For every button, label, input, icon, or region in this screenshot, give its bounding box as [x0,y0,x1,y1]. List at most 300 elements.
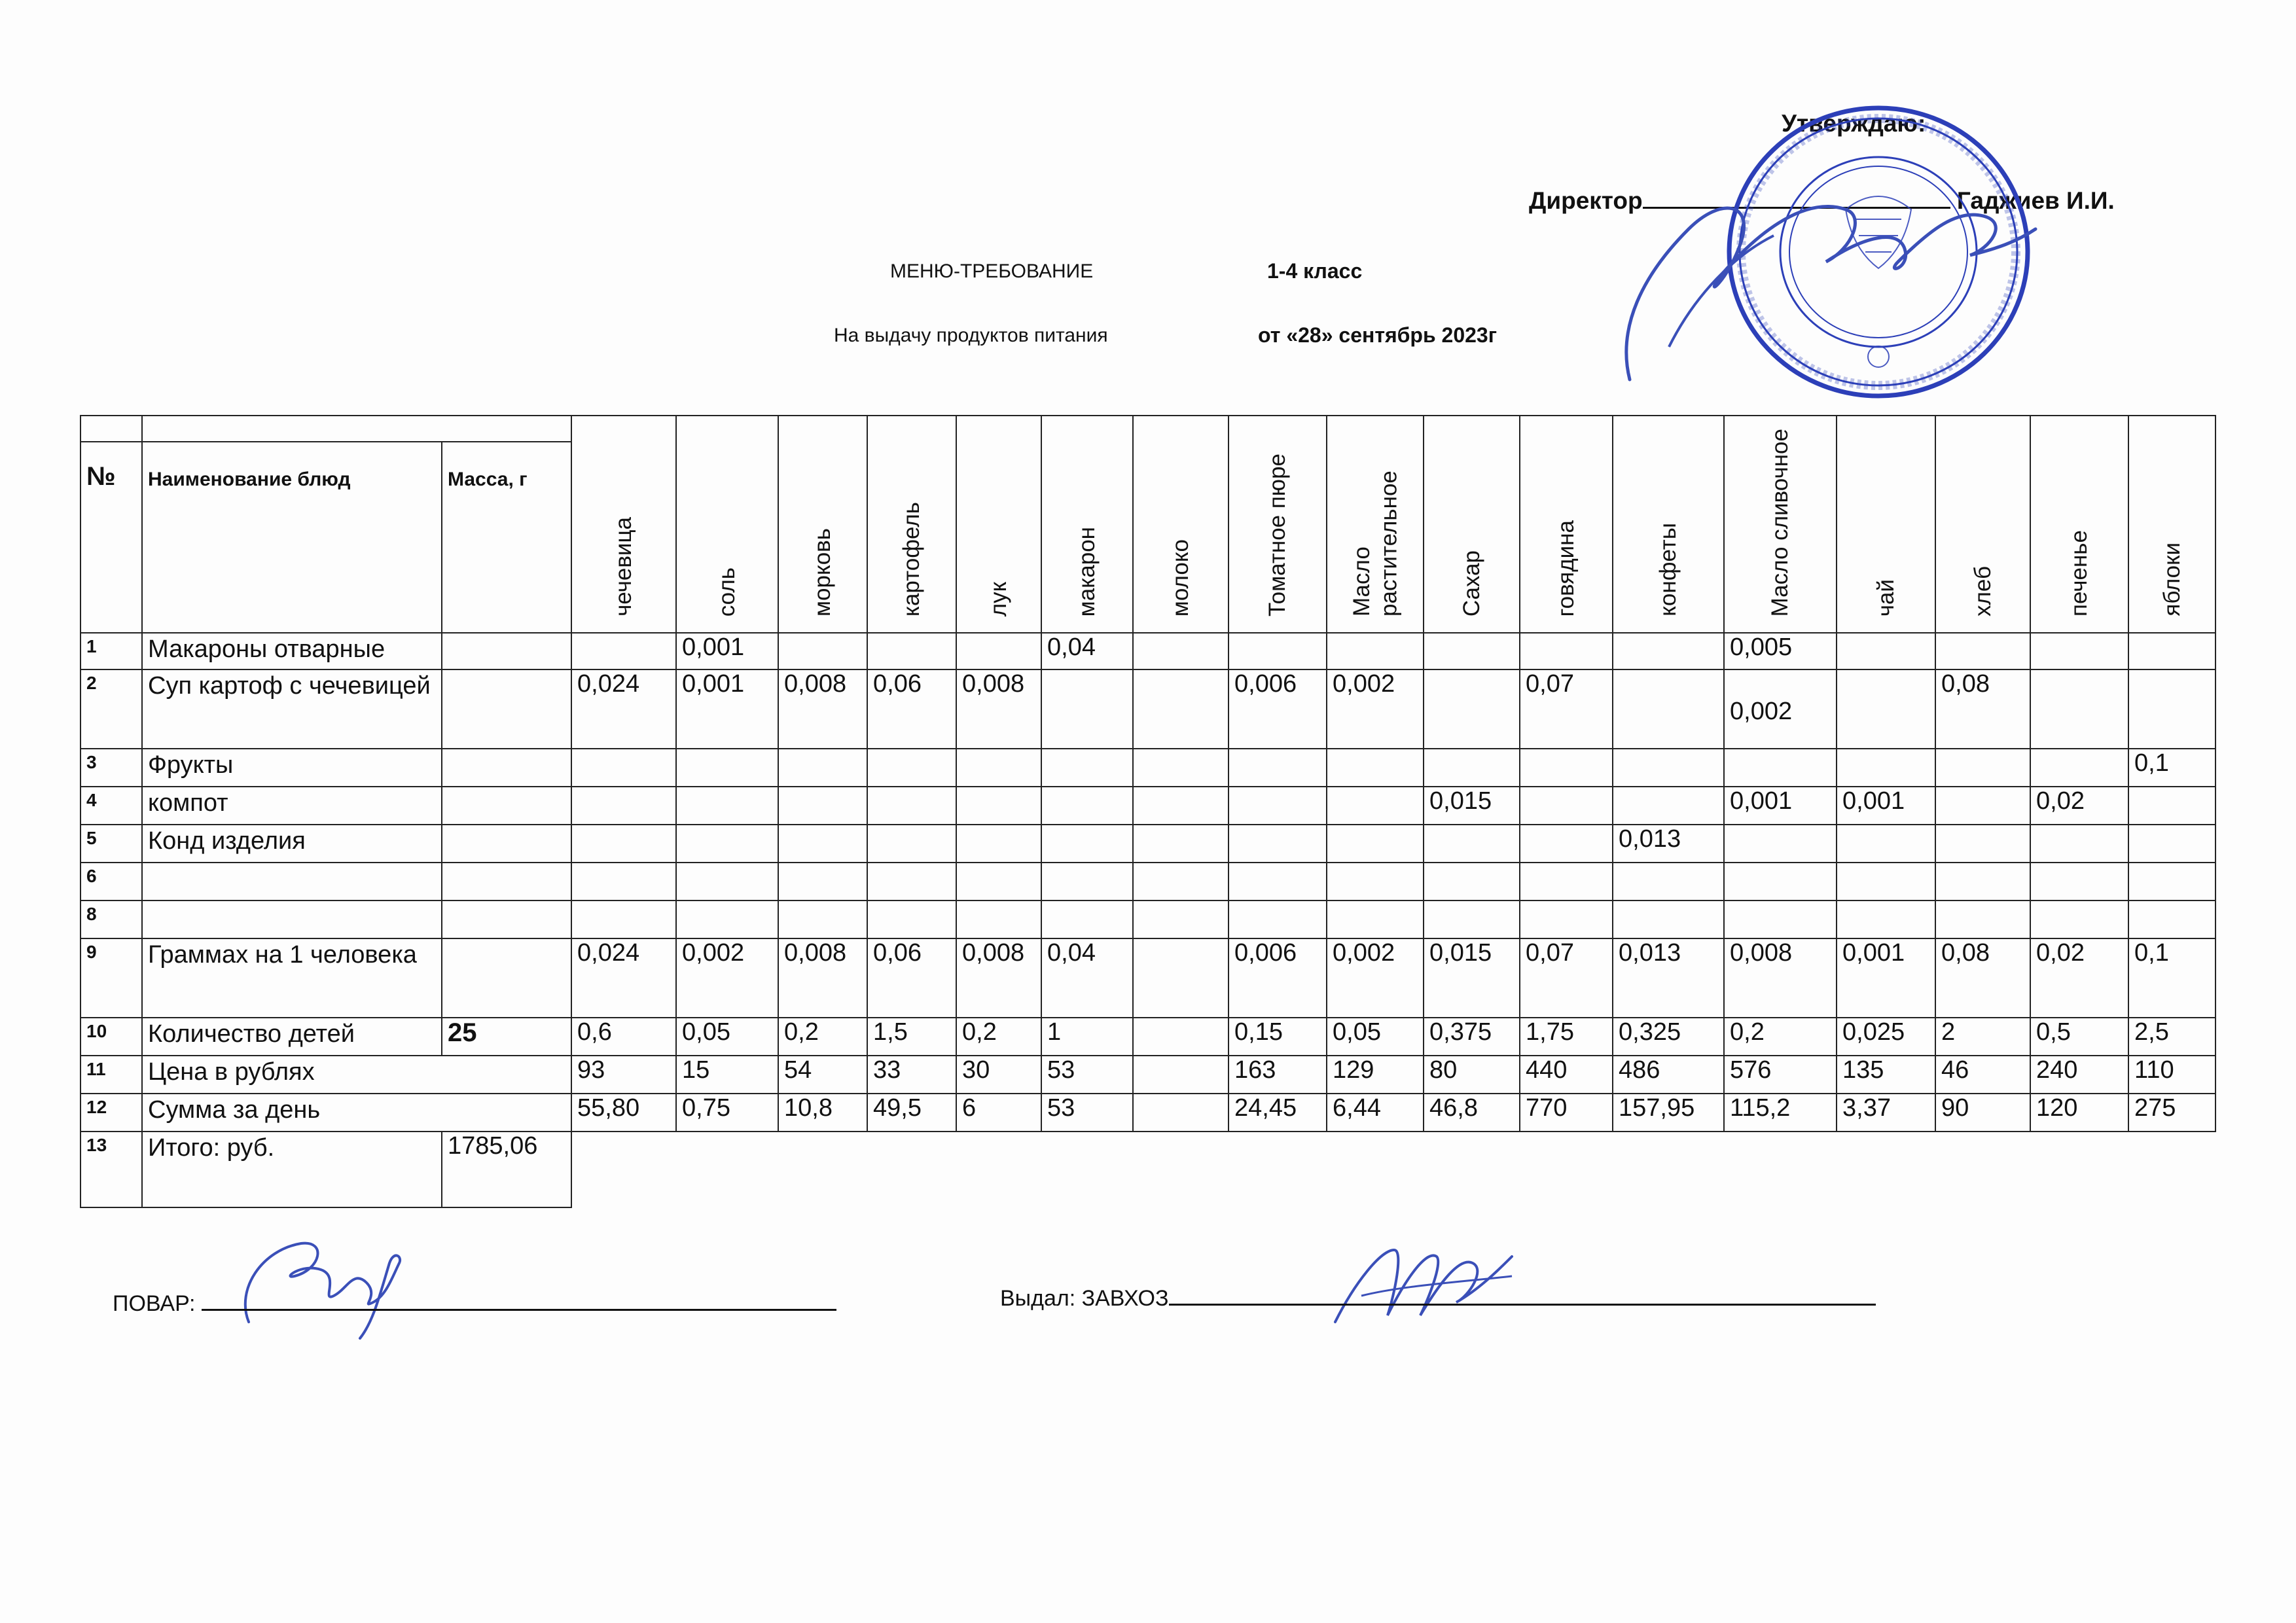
cook-signature-line [113,1289,836,1317]
product-amount [1613,669,1724,749]
product-amount [1424,938,1520,1018]
amount-value: 0,02 [2036,939,2085,967]
product-amount [1935,633,2030,669]
product-amount [1935,863,2030,901]
product-amount [1327,1018,1424,1056]
product-amount [1229,633,1327,669]
product-amount [2128,669,2215,749]
amount-value: 1,75 [1526,1018,1574,1046]
product-amount: 30 [956,1056,1041,1094]
product-amount [1520,633,1613,669]
product-amount [1133,863,1229,901]
dish-mass [442,787,571,825]
product-amount [1229,787,1327,825]
amount-value: 1,5 [873,1018,908,1046]
product-amount [2030,787,2128,825]
product-amount [1424,863,1520,901]
product-amount [1327,633,1424,669]
row-number: 4 [81,787,142,825]
product-amount: 10,8 [778,1094,867,1132]
product-amount [2128,749,2215,787]
product-amount: 3,37 [1837,1094,1935,1132]
product-amount [1520,863,1613,901]
table-row [81,901,2215,938]
amount-value: 0,025 [1842,1018,1905,1046]
product-amount [1229,1018,1327,1056]
product-amount: 486 [1613,1056,1724,1094]
amount-value: 0,04 [1047,939,1096,967]
product-amount [1520,669,1613,749]
col-product: яблоки [2128,416,2215,633]
product-amount [676,825,778,863]
amount-value: 0,6 [577,1018,612,1046]
product-amount: 80 [1424,1056,1520,1094]
product-amount [1724,633,1837,669]
product-amount [1724,749,1837,787]
product-amount [1613,749,1724,787]
product-amount: 53 [1041,1094,1133,1132]
sum-row [81,1094,2215,1132]
product-amount: 240 [2030,1056,2128,1094]
col-product: Масло сливочное [1724,416,1837,633]
amount-value: 0,07 [1526,939,1574,967]
amount-value: 0,001 [682,633,745,661]
product-amount [778,787,867,825]
director-name: Гаджиев И.И. [1956,187,2115,214]
amount-value: 0,05 [682,1018,730,1046]
product-amount [867,633,956,669]
product-amount: 90 [1935,1094,2030,1132]
table-row [81,749,2215,787]
product-amount [1424,825,1520,863]
amount-value: 0,001 [1730,787,1793,815]
product-amount [778,863,867,901]
product-amount [867,787,956,825]
product-amount [1520,938,1613,1018]
product-amount [676,787,778,825]
table-body [81,633,2215,1207]
director-label: Директор [1529,187,1643,214]
product-amount [1837,938,1935,1018]
product-amount [1327,787,1424,825]
product-amount [571,938,676,1018]
product-amount [1041,633,1133,669]
amount-value: 0,002 [682,939,745,967]
col-product: лук [956,416,1041,633]
product-amount: 46,8 [1424,1094,1520,1132]
amount-value: 0,008 [784,939,847,967]
product-amount [1327,669,1424,749]
product-amount [2128,825,2215,863]
product-amount: 157,95 [1613,1094,1724,1132]
product-amount [1424,669,1520,749]
amount-value: 0,002 [1333,670,1395,698]
table-row [81,1018,2215,1056]
product-amount [1041,749,1133,787]
product-amount [956,863,1041,901]
row-number: 6 [81,863,142,901]
product-amount [1613,825,1724,863]
product-amount [1837,825,1935,863]
product-amount [1837,901,1935,938]
product-amount: 24,45 [1229,1094,1327,1132]
col-product: говядина [1520,416,1613,633]
product-amount [867,669,956,749]
row-number: 1 [81,633,142,669]
cook-signature [223,1224,412,1342]
row-number: 2 [81,669,142,749]
product-amount [778,633,867,669]
product-amount [1724,787,1837,825]
product-amount [2030,863,2128,901]
product-amount [867,1018,956,1056]
dish-mass: 25 [442,1018,571,1056]
product-amount [2030,669,2128,749]
amount-value: 0,001 [1842,939,1905,967]
empty-area [571,1132,2215,1207]
product-amount [2030,938,2128,1018]
row-number: 3 [81,749,142,787]
product-amount [1935,1018,2030,1056]
amount-value: 2,5 [2134,1018,2169,1046]
amount-value: 1 [1047,1018,1062,1046]
product-amount [1041,787,1133,825]
product-amount [1133,901,1229,938]
product-amount [571,787,676,825]
amount-value: 0,008 [962,939,1025,967]
col-product: Сахар [1424,416,1520,633]
amount-value: 0,001 [1842,787,1905,815]
product-amount [1229,901,1327,938]
row-number: 11 [81,1056,142,1094]
document-title: МЕНЮ-ТРЕБОВАНИЕ [890,260,1094,282]
product-amount [1613,1018,1724,1056]
dish-mass [442,825,571,863]
col-product: конфеты [1613,416,1724,633]
product-amount [778,1018,867,1056]
amount-value: 0,006 [1234,670,1297,698]
product-amount [1327,825,1424,863]
table-row [81,787,2215,825]
product-amount [1424,633,1520,669]
product-amount [1520,787,1613,825]
row-number: 5 [81,825,142,863]
dish-name [142,901,442,938]
amount-value: 0,06 [873,670,922,698]
product-amount [2030,1018,2128,1056]
dish-name: Конд изделия [142,825,442,863]
dish-mass [442,669,571,749]
product-amount [1229,938,1327,1018]
product-amount [1133,669,1229,749]
amount-value: 0,375 [1429,1018,1492,1046]
product-amount [1520,825,1613,863]
product-amount [1133,938,1229,1018]
product-amount [1041,938,1133,1018]
product-amount [1424,749,1520,787]
product-amount: 110 [2128,1056,2215,1094]
class-label: 1-4 класс [1267,259,1363,283]
product-amount [1935,669,2030,749]
product-amount: 33 [867,1056,956,1094]
product-amount [1520,1018,1613,1056]
issuer-signature-line [1000,1284,1876,1311]
product-amount: 135 [1837,1056,1935,1094]
product-amount [676,633,778,669]
dish-mass [442,749,571,787]
row-number: 9 [81,938,142,1018]
product-amount [1724,669,1837,749]
row-label: Цена в рублях [142,1056,571,1094]
product-amount [2128,901,2215,938]
amount-value: 0,002 [1730,698,1793,725]
product-amount [676,749,778,787]
amount-value: 0,06 [873,939,922,967]
amount-value: 0,04 [1047,633,1096,661]
col-product: хлеб [1935,416,2030,633]
issuer-signature [1322,1224,1518,1342]
product-amount [1041,901,1133,938]
product-amount [1041,669,1133,749]
product-amount: 93 [571,1056,676,1094]
dish-mass [442,938,571,1018]
dish-mass [442,633,571,669]
product-amount [956,901,1041,938]
product-amount [1133,787,1229,825]
amount-value: 0,07 [1526,670,1574,698]
row-number: 8 [81,901,142,938]
col-product: Масло растительное [1327,416,1424,633]
product-amount: 54 [778,1056,867,1094]
col-product: морковь [778,416,867,633]
product-amount [1133,749,1229,787]
product-amount: 55,80 [571,1094,676,1132]
product-amount [1935,938,2030,1018]
dish-name: Граммах на 1 человека [142,938,442,1018]
product-amount [1935,825,2030,863]
product-amount [1041,825,1133,863]
amount-value: 0,08 [1941,670,1990,698]
product-amount [1133,1018,1229,1056]
col-product: макарон [1041,416,1133,633]
product-amount [2128,938,2215,1018]
product-amount [676,1018,778,1056]
product-amount [2030,749,2128,787]
price-row [81,1056,2215,1094]
document-date: от «28» сентябрь 2023г [1258,323,1498,347]
product-amount: 770 [1520,1094,1613,1132]
amount-value: 0,008 [962,670,1025,698]
product-amount [956,1018,1041,1056]
amount-value: 0,002 [1333,939,1395,967]
product-amount [571,1018,676,1056]
amount-value: 0,015 [1429,787,1492,815]
product-amount [2128,863,2215,901]
document-subtitle: На выдачу продуктов питания [834,325,1108,346]
product-amount [2128,787,2215,825]
dish-name [142,863,442,901]
col-product: печенье [2030,416,2128,633]
amount-value: 0,2 [784,1018,819,1046]
product-amount [676,901,778,938]
col-mass: Масса, г [442,442,571,633]
product-amount [1837,633,1935,669]
product-amount: 120 [2030,1094,2128,1132]
product-amount [676,669,778,749]
product-amount [867,825,956,863]
cook-label: ПОВАР: [113,1291,196,1316]
product-amount [1229,825,1327,863]
product-amount [1724,938,1837,1018]
signature-underline [1169,1284,1876,1306]
product-amount [1424,1018,1520,1056]
amount-value: 0,15 [1234,1018,1283,1046]
product-amount: 440 [1520,1056,1613,1094]
amount-value: 0,013 [1619,825,1681,853]
product-amount [1041,863,1133,901]
row-number: 10 [81,1018,142,1056]
col-number: № [81,442,142,633]
product-amount [1724,901,1837,938]
col-product: картофель [867,416,956,633]
product-amount [1133,1056,1229,1094]
product-amount [956,633,1041,669]
amount-value: 0,005 [1730,633,1793,661]
product-amount: 6,44 [1327,1094,1424,1132]
dish-name: Фрукты [142,749,442,787]
product-amount [956,825,1041,863]
col-product: чечевица [571,416,676,633]
col-product: Томатное пюре [1229,416,1327,633]
product-amount [956,749,1041,787]
product-amount [2128,633,2215,669]
product-amount [1424,787,1520,825]
product-amount [1424,901,1520,938]
product-amount [2030,825,2128,863]
product-amount: 115,2 [1724,1094,1837,1132]
product-amount: 576 [1724,1056,1837,1094]
amount-value: 0,001 [682,670,745,698]
product-amount [1613,633,1724,669]
product-amount [676,938,778,1018]
col-dish-name: Наименование блюд [142,442,442,633]
col-product: молоко [1133,416,1229,633]
amount-value: 0,024 [577,670,640,698]
product-amount [571,901,676,938]
product-amount [1327,749,1424,787]
product-amount [778,901,867,938]
product-amount [778,938,867,1018]
total-value: 1785,06 [442,1132,571,1207]
product-amount [1327,901,1424,938]
product-amount [1837,863,1935,901]
table-row [81,863,2215,901]
product-amount [1613,938,1724,1018]
product-amount [1229,863,1327,901]
col-product: соль [676,416,778,633]
product-amount [1724,863,1837,901]
table-row [81,669,2215,749]
product-amount [1613,787,1724,825]
product-amount [2030,901,2128,938]
product-amount: 129 [1327,1056,1424,1094]
amount-value: 2 [1941,1018,1956,1046]
product-amount [1724,1018,1837,1056]
product-amount [867,749,956,787]
dish-name: Количество детей [142,1018,442,1056]
row-number: 13 [81,1132,142,1207]
product-amount [1133,825,1229,863]
table-row [81,825,2215,863]
amount-value: 0,008 [1730,939,1793,967]
product-amount [1613,901,1724,938]
amount-value: 0,02 [2036,787,2085,815]
director-signature [1590,131,2049,406]
row-label: Сумма за день [142,1094,571,1132]
dish-name: Суп картоф с чечевицей [142,669,442,749]
product-amount [1041,1018,1133,1056]
amount-value: 0,013 [1619,939,1681,967]
product-amount [571,669,676,749]
product-amount: 46 [1935,1056,2030,1094]
product-amount [571,863,676,901]
product-amount [571,749,676,787]
amount-value: 0,5 [2036,1018,2071,1046]
table-row [81,633,2215,669]
product-amount [1133,1094,1229,1132]
product-amount [1837,1018,1935,1056]
amount-value: 0,006 [1234,939,1297,967]
product-amount [1724,825,1837,863]
product-amount [778,749,867,787]
product-amount: 275 [2128,1094,2215,1132]
col-product: чай [1837,416,1935,633]
product-amount [778,825,867,863]
product-amount [867,938,956,1018]
product-amount: 49,5 [867,1094,956,1132]
row-number: 12 [81,1094,142,1132]
product-amount: 163 [1229,1056,1327,1094]
product-amount [2030,633,2128,669]
product-amount [1327,938,1424,1018]
product-amount: 0,75 [676,1094,778,1132]
product-amount [1229,669,1327,749]
product-amount: 53 [1041,1056,1133,1094]
product-amount [676,863,778,901]
product-amount [1935,787,2030,825]
product-amount [867,863,956,901]
product-amount [1133,633,1229,669]
product-amount [571,825,676,863]
amount-value: 0,325 [1619,1018,1681,1046]
product-amount [571,633,676,669]
product-amount: 6 [956,1094,1041,1132]
product-amount [1327,863,1424,901]
product-amount [1520,901,1613,938]
dish-mass [442,901,571,938]
amount-value: 0,05 [1333,1018,1381,1046]
product-amount [1520,749,1613,787]
amount-value: 0,015 [1429,939,1492,967]
amount-value: 0,2 [1730,1018,1765,1046]
approve-label: Утверждаю: [1782,110,1926,137]
amount-value: 0,008 [784,670,847,698]
menu-table [80,415,2216,1208]
product-amount [956,938,1041,1018]
signature-underline [202,1289,836,1311]
amount-value: 0,1 [2134,749,2169,777]
product-amount [1613,863,1724,901]
